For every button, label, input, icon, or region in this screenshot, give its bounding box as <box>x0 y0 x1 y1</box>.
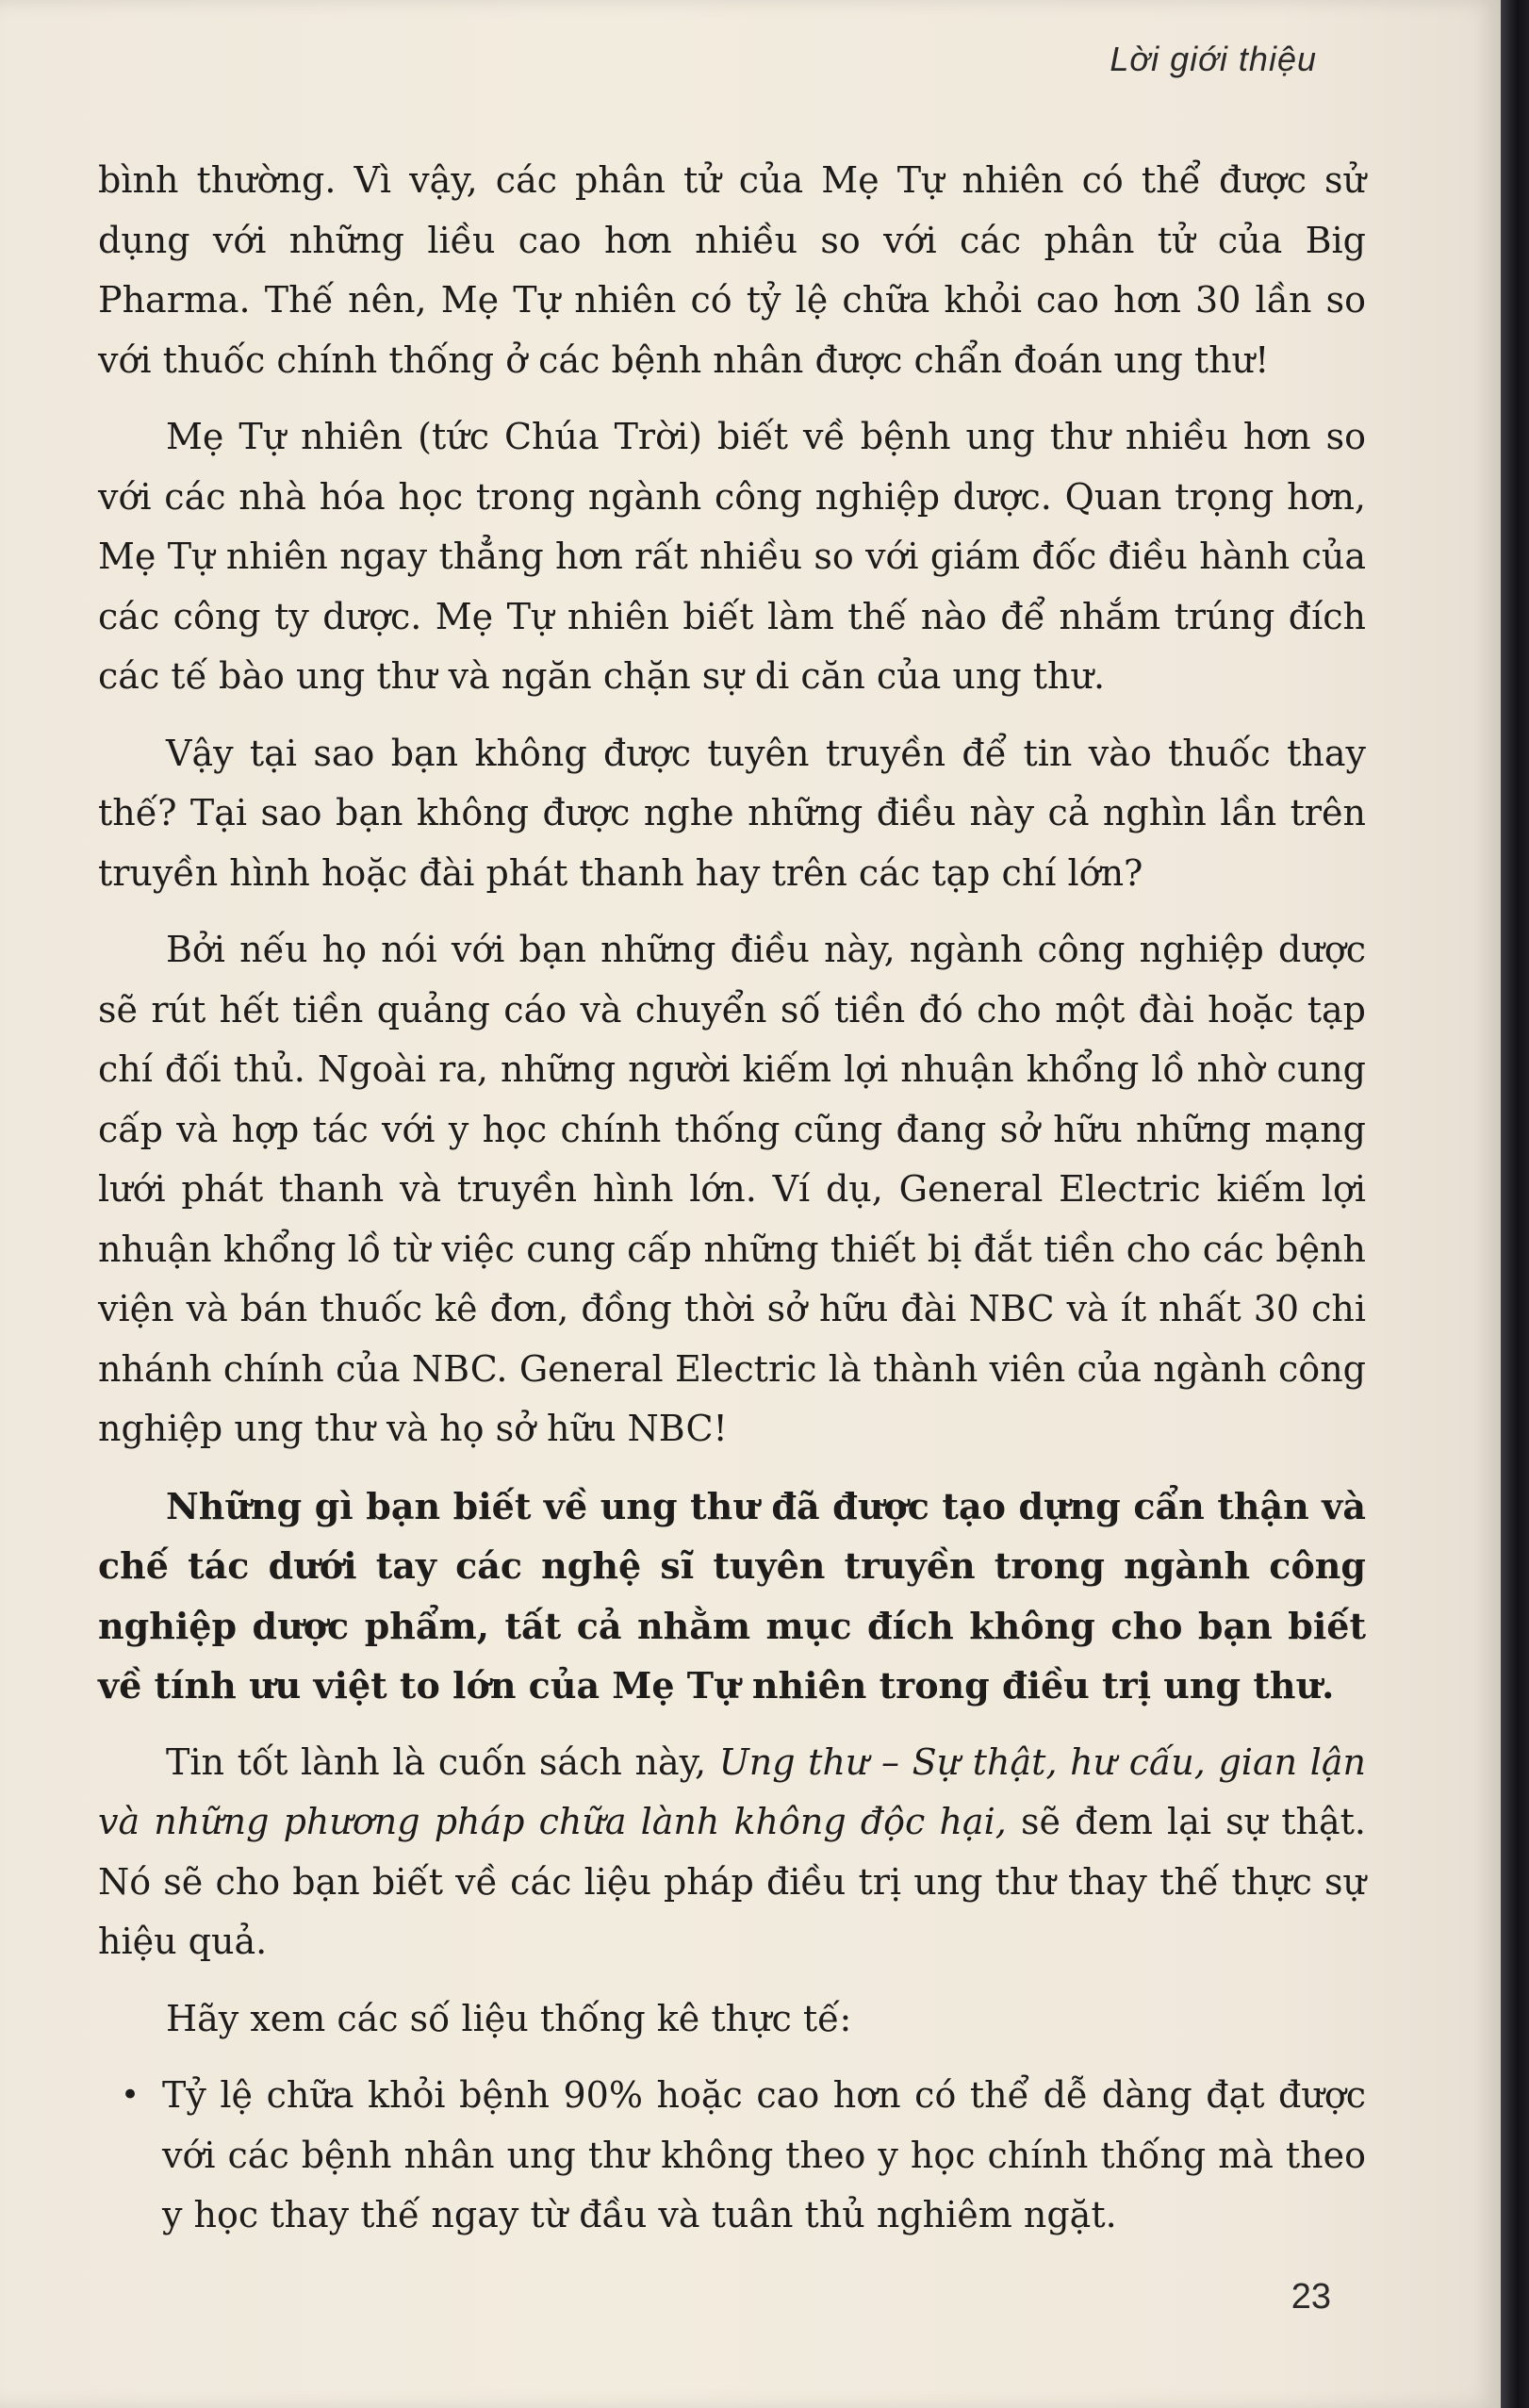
bullet-text: Tỷ lệ chữa khỏi bệnh 90% hoặc cao hơn có thể dễ dàng đạt được với các bệnh nhân ung thư không theo y học chính thống mà theo y học thay thế ngay từ đầu và tuân thủ nghiêm ngặt. <box>162 2074 1366 2235</box>
book-spine-edge <box>1501 0 1529 2408</box>
paragraph-3: Vậy tại sao bạn không được tuyên truyền để tin vào thuốc thay thế? Tại sao bạn không được nghe những điều này cả nghìn lần trên truyền hình hoặc đài phát thanh hay trên các tạp chí lớn? <box>98 732 1366 894</box>
bullet-item <box>98 2066 1366 2246</box>
paragraph-2: Mẹ Tự nhiên (tức Chúa Trời) biết về bệnh ung thư nhiều hơn so với các nhà hóa học trong ngành công nghiệp dược. Quan trọng hơn, Mẹ Tự nhiên ngay thẳng hơn rất nhiều so với giám đốc điều hành của các công ty dược. Mẹ Tự nhiên biết làm thế nào để nhắm trúng đích các tế bào ung thư và ngăn chặn sự di căn của ung thư. <box>98 416 1366 697</box>
paragraph-4: Bởi nếu họ nói với bạn những điều này, ngành công nghiệp dược sẽ rút hết tiền quảng cáo và chuyển số tiền đó cho một đài hoặc tạp chí đối thủ. Ngoài ra, những người kiếm lợi nhuận khổng lồ nhờ cung cấp và hợp tác với y học chính thống cũng đang sở hữu những mạng lưới phát thanh và truyền hình lớn. Ví dụ, General Electric kiếm lợi nhuận khổng lồ từ việc cung cấp những thiết bị đắt tiền cho các bệnh viện và bán thuốc kê đơn, đồng thời sở hữu đài NBC và ít nhất 30 chi nhánh chính của NBC. General Electric là thành viên của ngành công nghiệp ung thư và họ sở hữu NBC! <box>98 929 1366 1449</box>
paragraph-6 <box>98 1733 1366 1972</box>
paragraph-6-start: Tin tốt lành là cuốn sách này, <box>166 1740 719 1783</box>
paragraph-6-end: sẽ đem lại sự thật. Nó sẽ cho bạn biết về các liệu pháp điều trị ung thư thay thế thực sự hiệu quả. <box>98 1801 1366 1962</box>
book-title-italic: Ung thư – Sự thật, hư cấu, gian lận và những phương pháp chữa lành không độc hại, <box>98 1740 1366 1842</box>
paragraph-5-emphasis: Những gì bạn biết về ung thư đã được tạo dựng cẩn thận và chế tác dưới tay các nghệ sĩ tuyên truyền trong ngành công nghiệp dược phẩm, tất cả nhằm mục đích không cho bạn biết về tính ưu việt to lớn của Mẹ Tự nhiên trong điều trị ung thư. <box>98 1484 1366 1707</box>
paragraph-1: bình thường. Vì vậy, các phân tử của Mẹ Tự nhiên có thể được sử dụng với những liều cao hơn nhiều so với các phân tử của Big Pharma. Thế nên, Mẹ Tự nhiên có tỷ lệ chữa khỏi cao hơn 30 lần so với thuốc chính thống ở các bệnh nhân được chẩn đoán ung thư! <box>98 159 1366 381</box>
page-number: 23 <box>1291 2277 1331 2317</box>
page-body <box>98 151 1366 2246</box>
running-header: Lời giới thiệu <box>1110 40 1317 78</box>
paragraph-7: Hãy xem các số liệu thống kê thực tế: <box>166 1997 852 2039</box>
bullet-marker: • <box>120 2076 140 2114</box>
